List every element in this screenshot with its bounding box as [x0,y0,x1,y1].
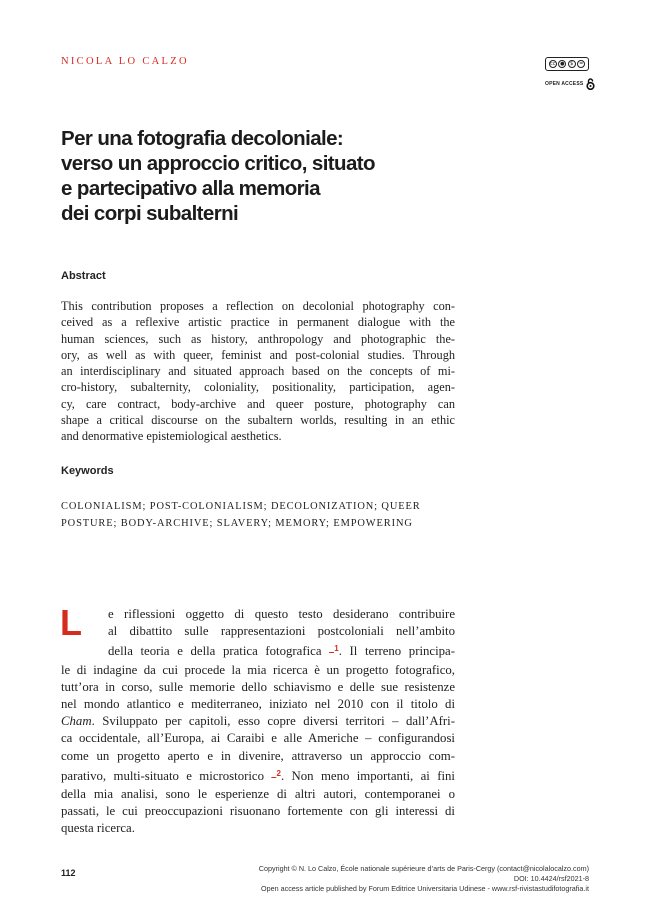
footnote-number: 2 [276,768,281,778]
title-line: verso un approccio critico, situato [61,152,375,175]
body-line [61,640,455,661]
footer-credits [259,864,589,894]
abstract-line: and denormative epistemiological aesthetics. [61,429,282,444]
title-line: dei corpi subalterni [61,202,239,225]
abstract-line: cro-history, subalternity, coloniality, positionality, participation, agen- [61,380,455,395]
abstract-line: ceived as a reflexive artistic practice in permanent dialogue with the [61,315,455,330]
body-line: le di indagine da cui procede la mia ricerca è un progetto fotografico, [61,662,455,677]
footnote-dash: – [270,771,277,783]
body-line: ca occidentale, all’Europa, ai Caraibi e alle Americhe – configurandosi [61,731,455,746]
nc-icon: $ [568,60,576,68]
abstract-line: ory, as well as with queer, feminist and post-colonial studies. Through [61,347,455,362]
article-title [61,126,461,226]
keywords-line: POSTURE; BODY-ARCHIVE; SLAVERY; MEMORY; EMPOWERING [61,518,413,529]
cc-license-badge[interactable] [545,57,589,71]
body-line: come un progetto aperto e in divenire, attraverso un approccio com- [61,748,455,763]
open-lock-icon [586,78,595,90]
body-line-part: . Sviluppato per capitoli, esso copre diversi territori – dall’Afri- [91,714,455,729]
abstract-text [61,298,455,445]
title-line: e partecipativo alla memoria [61,177,320,200]
open-access-label: OPEN ACCESS [545,81,584,87]
open-access-mark [545,78,595,90]
body-line: al dibattito sulle rappresentazioni postcoloniali nell’ambito [108,624,455,639]
body-line-part: . Il terreno principa- [338,644,455,659]
body-line-part: parativo, multi-situato e microstorico [61,768,264,783]
nd-icon: = [579,61,584,67]
keywords-line: COLONIALISM; POST-COLONIALISM; DECOLONIZATION; QUEER [61,501,421,512]
footnote-ref-1[interactable] [322,644,339,659]
body-line [61,765,455,786]
by-icon: ● [560,61,565,67]
body-line: nel mondo atlantico e mediterraneo, iniziato nel 2010 con il titolo di [61,697,455,712]
body-paragraph [60,602,455,838]
abstract-line: shape a critical discourse on the subaltern worlds, resulting in an ethic [61,413,455,428]
author-name: NICOLA LO CALZO [61,56,189,67]
footnote-ref-2[interactable] [264,768,281,783]
keywords-list [61,498,455,532]
drop-cap: L [60,602,82,643]
body-line-part: . Non meno importanti, ai fini [280,768,455,783]
body-line: passati, le cui preoccupazioni risuonano fortemente con gli interessi di [61,804,455,819]
body-line: questa ricerca. [61,821,135,836]
body-line-part: della teoria e della pratica fotografica [108,644,322,659]
body-line: e riflessioni oggetto di questo testo desiderano contribuire [108,607,455,621]
project-title-italic: Cham [61,714,92,729]
publisher-line: Open access article published by Forum Editrice Universitaria Udinese - www.rsf-rivistastudifotografia.it [261,884,589,893]
footnote-number: 1 [334,644,339,654]
title-line: Per una fotografia decoloniale: [61,127,344,150]
body-line: della mia analisi, sono le esperienze di altri autori, contemporanei o [61,787,455,802]
doi-line[interactable]: DOI: 10.4424/rsf2021-8 [513,874,589,883]
keywords-heading: Keywords [61,465,114,477]
body-line: tutt’ora in corso, sulle memorie dello schiavismo e delle sue resistenze [61,679,455,694]
footnote-dash: – [328,647,335,659]
abstract-heading: Abstract [61,270,106,282]
cc-icon: cc [550,61,556,67]
abstract-line: human sciences, such as history, anthropology and photographic the- [61,331,455,346]
page-number: 112 [61,868,76,878]
abstract-line: an interdisciplinary and situated approach based on the concepts of mi- [61,364,455,379]
abstract-line: cy, care contract, body-archive and queer posture, photography can [61,396,455,411]
body-line [61,713,455,730]
abstract-line: This contribution proposes a reflection on decolonial photography con- [61,299,455,313]
copyright-line: Copyright © N. Lo Calzo, École nationale supérieure d’arts de Paris-Cergy (contact@nicolalocalzo.com) [258,864,589,873]
